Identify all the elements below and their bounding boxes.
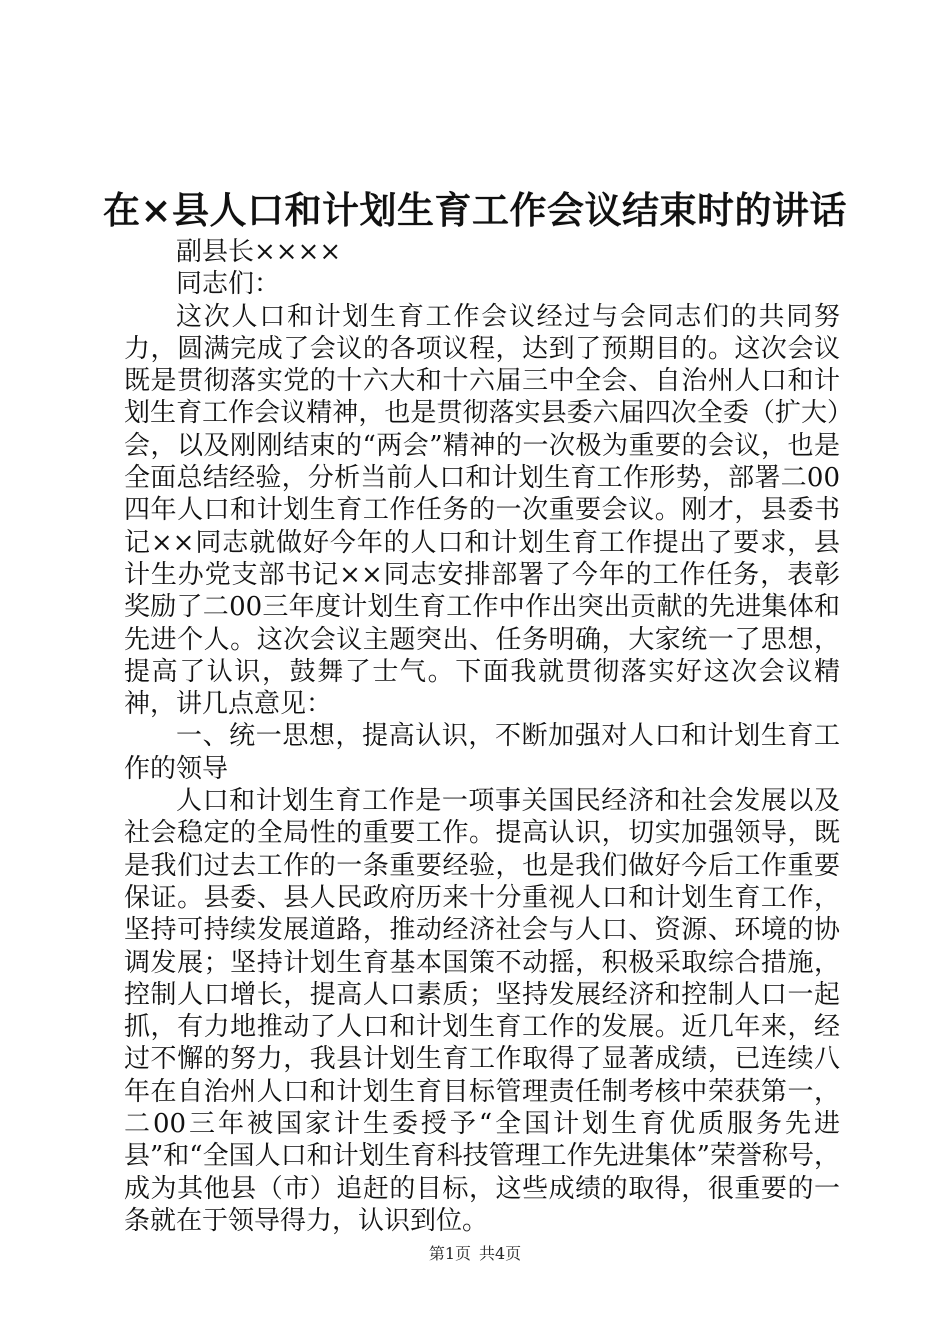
page-total: 共4页 (479, 1244, 522, 1263)
paragraph-section-1: 人口和计划生育工作是一项事关国民经济和社会发展以及社会稳定的全局性的重要工作。提高认识，切实加强领导，既是我们过去工作的一条重要经验，也是我们做好今后工作重要保证。县委、县人民政府历来十分重视人口和计划生育工作，坚持可持续发展道路，推动经济社会与人口、资源、环境的协调发展；坚持计划生育基本国策不动摇，积极采取综合措施，控制人口增长，提高人口素质；坚持发展经济和控制人口一起抓，有力地推动了人口和计划生育工作的发展。近几年来，经过不懈的努力，我县计划生育工作取得了显著成绩，已连续八年在自治州人口和计划生育目标管理责任制考核中荣获第一，二00三年被国家计生委授予“全国计划生育优质服务先进县”和“全国人口和计划生育科技管理工作先进集体”荣誉称号，成为其他县（市）追赶的目标，这些成绩的取得，很重要的一条就在于领导得力，认识到位。 (124, 786, 840, 1236)
section-heading-1: 一、统一思想，提高认识，不断加强对人口和计划生育工作的领导 (124, 721, 840, 784)
document-title: 在×县人口和计划生育工作会议结束时的讲话 (102, 188, 847, 232)
page-footer (0, 1243, 950, 1265)
document-body (124, 236, 840, 1237)
speaker-line: 副县长×××× (176, 237, 342, 267)
page-number: 第1页 (428, 1244, 471, 1263)
salutation: 同志们： (176, 269, 281, 300)
paragraph-opening: 这次人口和计划生育工作会议经过与会同志们的共同努力，圆满完成了会议的各项议程，达到了预期目的。这次会议既是贯彻落实党的十六大和十六届三中全会、自治州人口和计划生育工作会议精神，也是贯彻落实县委六届四次全委（扩大）会，以及刚刚结束的“两会”精神的一次极为重要的会议，也是全面总结经验，分析当前人口和计划生育工作形势，部署二00四年人口和计划生育工作任务的一次重要会议。刚才，县委书记××同志就做好今年的人口和计划生育工作提出了要求，县计生办党支部书记××同志安排部署了今年的工作任务，表彰奖励了二00三年度计划生育工作中作出突出贡献的先进集体和先进个人。这次会议主题突出、任务明确，大家统一了思想，提高了认识，鼓舞了士气。下面我就贯彻落实好这次会议精神，讲几点意见： (124, 301, 840, 720)
